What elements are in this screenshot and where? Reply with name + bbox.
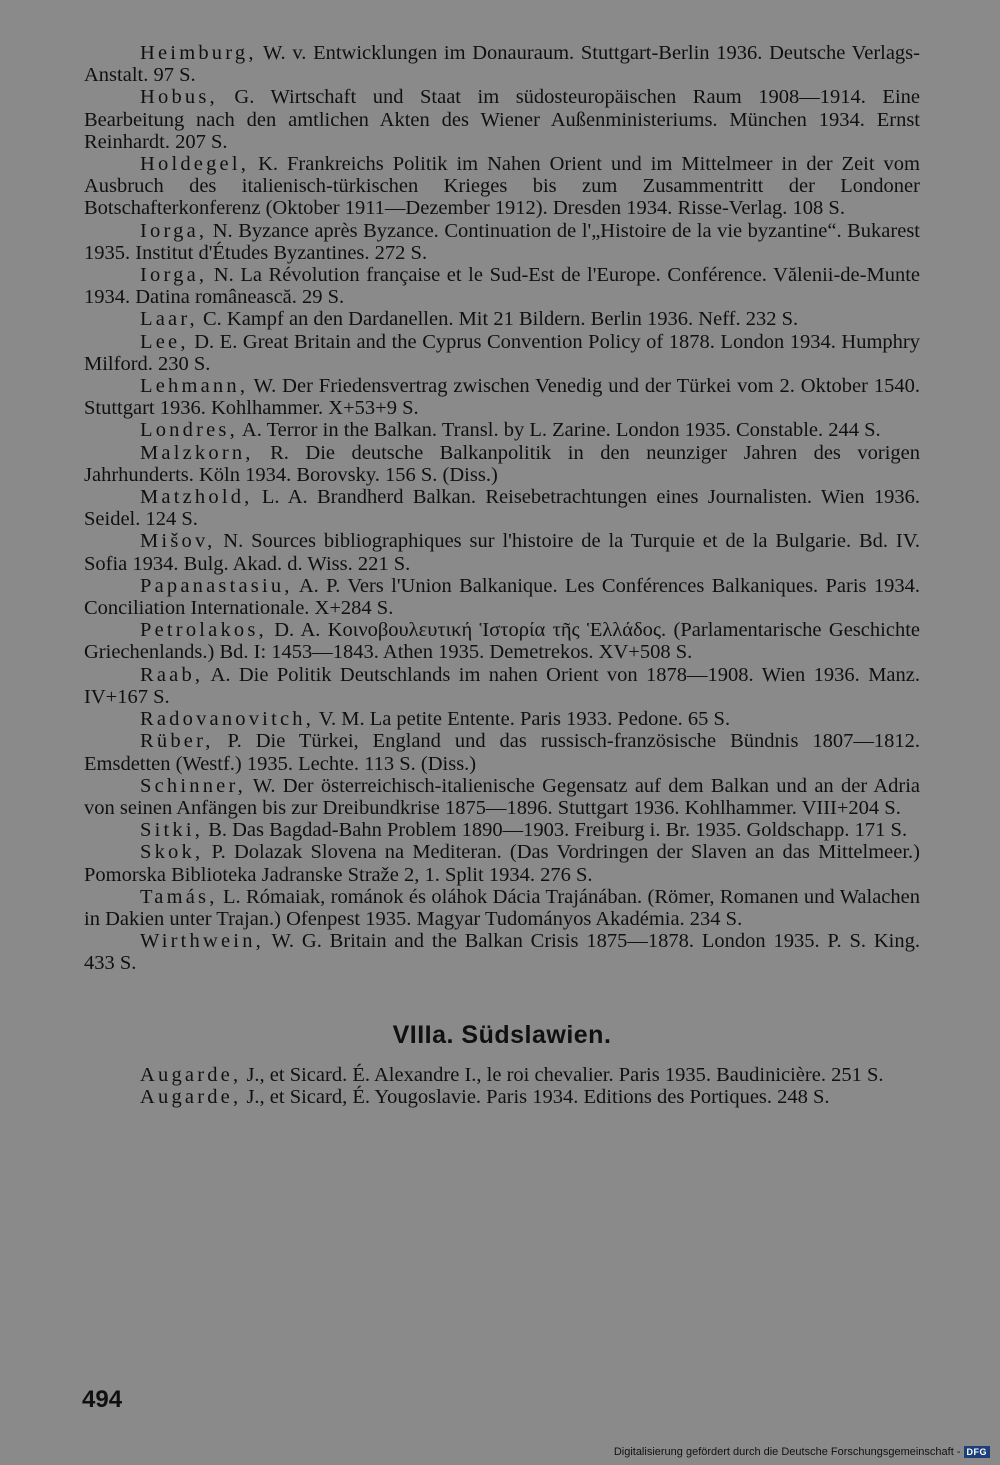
bibliography-entry bbox=[84, 730, 920, 774]
section-heading: VIIIa. Südslawien. bbox=[392, 1020, 612, 1049]
entry-author: Skok, bbox=[140, 841, 204, 864]
entry-author: Malzkorn, bbox=[140, 441, 254, 464]
bibliography-entry bbox=[84, 331, 920, 375]
bibliography-entry bbox=[84, 264, 920, 308]
bibliography-entry bbox=[84, 708, 920, 730]
bibliography-list bbox=[84, 42, 920, 975]
entry-text: W. Der österreichisch-italienische Gegensatz auf dem Balkan und an der Adria von seinen Anfängen bis zur Dreibundkrise 1875—1896. Stuttgart 1936. Kohlhammer. VIII+204 S. bbox=[84, 774, 920, 819]
entry-text: J., et Sicard. É. Alexandre I., le roi chevalier. Paris 1935. Baudinicière. 251 S. bbox=[241, 1063, 884, 1086]
bibliography-entry bbox=[84, 375, 920, 419]
entry-author: Iorga, bbox=[140, 264, 208, 287]
entry-text: L. A. Brandherd Balkan. Reisebetrachtungen eines Journalisten. Wien 1936. Seidel. 124 S. bbox=[84, 486, 920, 531]
entry-text: N. La Révolution française et le Sud-Est de l'Europe. Conférence. Vălenii-de-Munte 1934. Datina românească. 29 S. bbox=[84, 264, 920, 309]
entry-author: Raab, bbox=[140, 663, 204, 686]
bibliography-entry bbox=[84, 153, 920, 220]
entry-author: Papanastasiu, bbox=[140, 574, 293, 597]
bibliography-entry bbox=[84, 619, 920, 663]
entry-text: R. Die deutsche Balkanpolitik in den neunziger Jahren des vorigen Jahrhunderts. Köln 1934. Borovsky. 156 S. (Diss.) bbox=[84, 441, 920, 486]
footer-text: Digitalisierung gefördert durch die Deutsche Forschungsgemeinschaft - bbox=[613, 1446, 961, 1458]
entry-text: B. Das Bagdad-Bahn Problem 1890—1903. Freiburg i. Br. 1935. Goldschapp. 171 S. bbox=[203, 819, 908, 842]
entry-author: Heimburg, bbox=[140, 42, 257, 64]
dfg-logo: DFG bbox=[964, 1446, 991, 1458]
entry-author: Tamás, bbox=[140, 885, 218, 908]
entry-text: J., et Sicard, É. Yougoslavie. Paris 1934. Editions des Portiques. 248 S. bbox=[241, 1085, 830, 1108]
entry-text: G. Wirtschaft und Staat im südosteuropäischen Raum 1908—1914. Eine Bearbeitung nach den amtlichen Akten des Wiener Außenministeriums. München 1934. Ernst Reinhardt. 207 S. bbox=[84, 86, 920, 153]
entry-author: Hobus, bbox=[140, 86, 218, 109]
entry-text: V. M. La petite Entente. Paris 1933. Pedone. 65 S. bbox=[314, 708, 731, 731]
footer bbox=[614, 1446, 990, 1458]
bibliography-entry bbox=[84, 819, 920, 841]
entry-author: Schinner, bbox=[140, 774, 246, 797]
entry-author: Londres, bbox=[140, 419, 238, 442]
bibliography-entry bbox=[84, 220, 920, 264]
entry-text: W. v. Entwicklungen im Donauraum. Stuttgart-Berlin 1936. Deutsche Verlags-Anstalt. 97 S. bbox=[84, 42, 920, 87]
entry-author: Petrolakos, bbox=[140, 619, 267, 642]
bibliography-entry bbox=[84, 308, 920, 330]
entry-author: Augarde, bbox=[140, 1063, 242, 1086]
entry-author: Radovanovitch, bbox=[140, 708, 315, 731]
entry-text: C. Kampf an den Dardanellen. Mit 21 Bildern. Berlin 1936. Neff. 232 S. bbox=[197, 308, 799, 331]
bibliography-entry bbox=[84, 42, 920, 86]
entry-text: N. Byzance après Byzance. Continuation de l'„Histoire de la vie byzantine“. Bukarest 1935. Institut d'Études Byzantines. 272 S. bbox=[84, 219, 920, 264]
entry-text: A. P. Vers l'Union Balkanique. Les Conférences Balkaniques. Paris 1934. Conciliation Internationale. X+284 S. bbox=[84, 574, 920, 620]
entry-author: Rüber, bbox=[140, 730, 214, 753]
entry-text: K. Frankreichs Politik im Nahen Orient und im Mittelmeer in der Zeit vom Ausbruch des italienisch-türkischen Krieges bis zum Zusammentritt der Londoner Botschafterkonferenz (Oktober 1911—Dezember 1912). Dresden 1934. Risse-Verlag. 108 S. bbox=[84, 153, 920, 220]
entry-text: D. E. Great Britain and the Cyprus Convention Policy of 1878. London 1934. Humphry Milford. 230 S. bbox=[84, 330, 920, 375]
entry-text: P. Dolazak Slovena na Mediteran. (Das Vordringen der Slaven an das Mittelmeer.) Pomorska Biblioteka Jadranske Straže 2, 1. Split 1934. 276 S. bbox=[84, 841, 920, 886]
bibliography-entry bbox=[84, 1086, 920, 1108]
entry-author: Holdegel, bbox=[140, 153, 250, 176]
bibliography-entry bbox=[84, 664, 920, 708]
entry-author: Matzhold, bbox=[140, 486, 253, 509]
bibliography-entry bbox=[84, 530, 920, 574]
entry-author: Lehmann, bbox=[140, 375, 249, 398]
bibliography-list-section bbox=[84, 1064, 920, 1108]
bibliography-entry bbox=[84, 419, 920, 441]
entry-text: D. A. Κοινοβουλευτική Ἱστορία τῆς Ἑλλάδος. (Parlamentarische Geschichte Griechenlands.) Bd. I: 1453—1843. Athen 1935. Demetrekos. XV+508 S. bbox=[84, 619, 920, 664]
entry-text: A. Terror in the Balkan. Transl. by L. Zarine. London 1935. Constable. 244 S. bbox=[237, 419, 881, 442]
entry-author: Wirthwein, bbox=[140, 930, 264, 953]
entry-author: Augarde, bbox=[140, 1085, 242, 1108]
entry-author: Sitki, bbox=[140, 819, 204, 842]
entry-author: Iorga, bbox=[140, 219, 208, 242]
bibliography-entry bbox=[84, 775, 920, 819]
entry-text: N. Sources bibliographiques sur l'histoire de la Turquie et de la Bulgarie. Bd. IV. Sofia 1934. Bulg. Akad. d. Wiss. 221 S. bbox=[84, 530, 920, 575]
bibliography-entry bbox=[84, 886, 920, 930]
bibliography-entry bbox=[84, 86, 920, 153]
bibliography-entry bbox=[84, 575, 920, 619]
entry-author: Laar, bbox=[140, 308, 198, 331]
page-number: 494 bbox=[82, 1386, 123, 1413]
document-page bbox=[84, 42, 920, 1108]
entry-author: Lee, bbox=[140, 330, 189, 353]
bibliography-entry bbox=[84, 486, 920, 530]
entry-text: L. Rómaiak, románok és oláhok Dácia Trajánában. (Römer, Romanen und Walachen in Dakien unter Trajan.) Ofenpest 1935. Magyar Tudományos Akadémia. 234 S. bbox=[84, 885, 920, 930]
entry-text: P. Die Türkei, England und das russisch-französische Bündnis 1807—1812. Emsdetten (Westf.) 1935. Lechte. 113 S. (Diss.) bbox=[84, 730, 920, 775]
bibliography-entry bbox=[84, 930, 920, 974]
entry-text: W. G. Britain and the Balkan Crisis 1875—1878. London 1935. P. S. King. 433 S. bbox=[84, 930, 920, 975]
entry-author: Mišov, bbox=[140, 530, 216, 553]
entry-text: W. Der Friedensvertrag zwischen Venedig und der Türkei vom 2. Oktober 1540. Stuttgart 1936. Kohlhammer. X+53+9 S. bbox=[84, 375, 920, 420]
bibliography-entry bbox=[84, 442, 920, 486]
bibliography-entry bbox=[84, 1064, 920, 1086]
bibliography-entry bbox=[84, 841, 920, 885]
entry-text: A. Die Politik Deutschlands im nahen Orient von 1878—1908. Wien 1936. Manz. IV+167 S. bbox=[84, 663, 920, 708]
